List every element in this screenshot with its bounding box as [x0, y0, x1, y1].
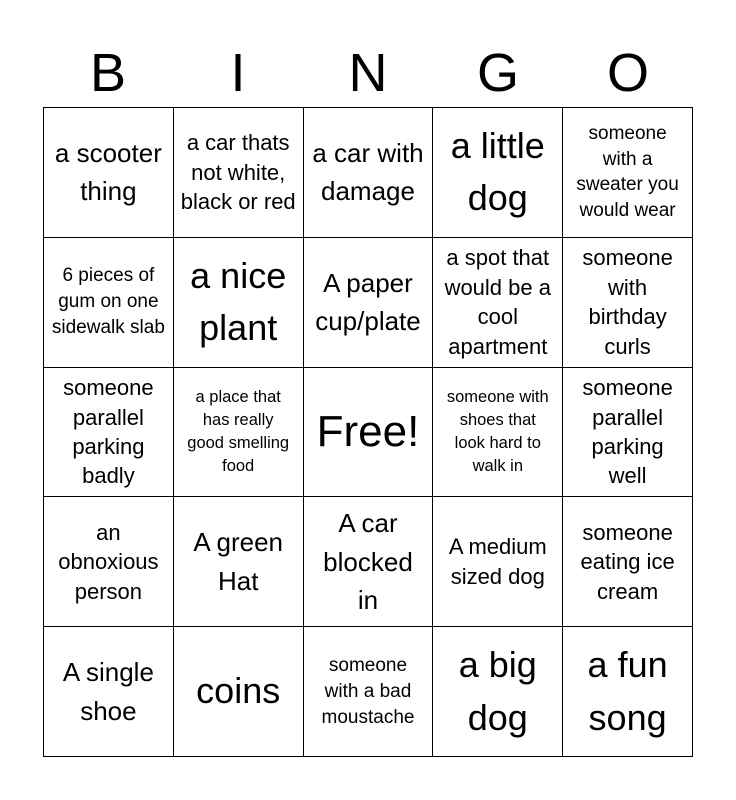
- bingo-cell[interactable]: [174, 108, 304, 238]
- bingo-cell-text: a little dog: [450, 124, 545, 219]
- bingo-cell[interactable]: [433, 627, 563, 757]
- free-space-text: Free!: [316, 407, 420, 457]
- bingo-cell-text: A medium sized dog: [448, 534, 547, 589]
- bingo-cell[interactable]: [44, 627, 174, 757]
- bingo-cell[interactable]: [44, 238, 174, 368]
- bingo-cell-text: coins: [196, 670, 281, 712]
- bingo-cell[interactable]: [44, 108, 174, 238]
- bingo-cell[interactable]: [304, 497, 434, 627]
- bingo-cell-text: a nice plant: [190, 254, 287, 349]
- header-letter-g: G: [476, 43, 519, 103]
- bingo-cell[interactable]: [433, 368, 563, 498]
- bingo-cell-text: someone with shoes that look hard to walk in: [446, 388, 549, 475]
- bingo-cell[interactable]: [174, 627, 304, 757]
- bingo-cell-text: a spot that would be a cool apartment: [444, 245, 551, 359]
- bingo-cell-text: someone with a sweater you would wear: [576, 122, 679, 222]
- bingo-grid: [43, 107, 693, 757]
- bingo-cell[interactable]: [44, 497, 174, 627]
- header-letter-b: B: [89, 43, 127, 103]
- bingo-cell-text: 6 pieces of gum on one sidewalk slab: [51, 265, 165, 339]
- bingo-cell[interactable]: [563, 627, 693, 757]
- bingo-cell-text: A green Hat: [193, 527, 283, 596]
- bingo-cell-text: a big dog: [458, 644, 537, 738]
- bingo-cell[interactable]: [304, 238, 434, 368]
- bingo-cell-text: a scooter thing: [54, 137, 162, 207]
- bingo-cell-text: A paper cup/plate: [315, 267, 421, 337]
- header-letter-n: N: [348, 43, 388, 103]
- bingo-cell[interactable]: [174, 368, 304, 498]
- bingo-cell-text: a fun song: [587, 644, 668, 738]
- bingo-cell-text: a car thats not white, black or red: [180, 130, 296, 215]
- bingo-cell-text: A car blocked in: [323, 508, 413, 616]
- bingo-cell-text: an obnoxious person: [58, 519, 159, 604]
- bingo-header: [43, 40, 693, 106]
- header-letter-i: I: [230, 43, 246, 103]
- bingo-cell[interactable]: [433, 497, 563, 627]
- bingo-cell[interactable]: [563, 238, 693, 368]
- bingo-cell-text: someone with a bad moustache: [321, 654, 415, 728]
- bingo-cell[interactable]: [563, 497, 693, 627]
- bingo-cell-text: A single shoe: [62, 657, 154, 726]
- bingo-cell[interactable]: [563, 108, 693, 238]
- bingo-cell[interactable]: [304, 627, 434, 757]
- bingo-cell[interactable]: [563, 368, 693, 498]
- bingo-cell-text: a car with damage: [312, 137, 424, 207]
- bingo-cell[interactable]: [174, 497, 304, 627]
- header-letter-o: O: [606, 43, 649, 103]
- bingo-cell[interactable]: [433, 108, 563, 238]
- bingo-cell-text: someone eating ice cream: [580, 519, 675, 604]
- bingo-cell-text: someone parallel parking badly: [63, 375, 154, 489]
- bingo-cell[interactable]: [44, 368, 174, 498]
- bingo-cell[interactable]: [174, 238, 304, 368]
- free-space-cell[interactable]: [304, 368, 434, 498]
- bingo-cell[interactable]: [433, 238, 563, 368]
- bingo-cell-text: someone with birthday curls: [582, 245, 673, 359]
- bingo-cell-text: a place that has really good smelling food: [187, 388, 290, 475]
- bingo-cell-text: someone parallel parking well: [582, 375, 673, 489]
- bingo-cell[interactable]: [304, 108, 434, 238]
